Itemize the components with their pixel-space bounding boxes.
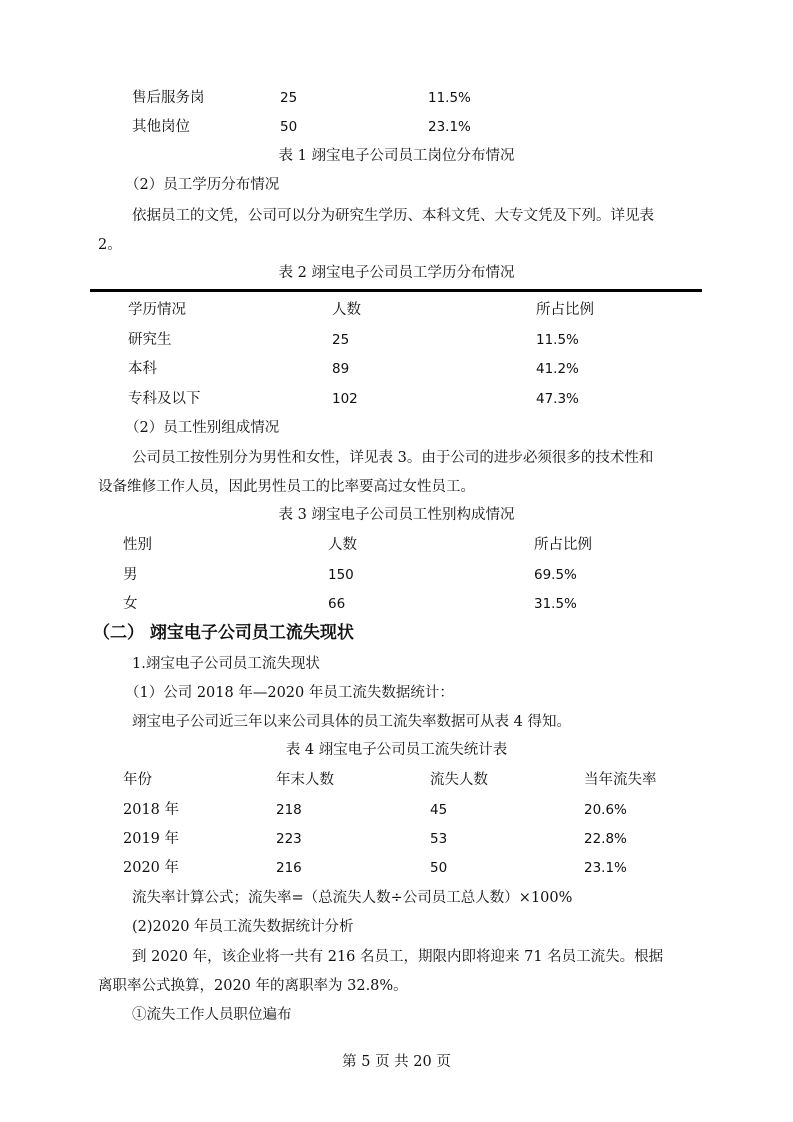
- table3-cell: 66: [328, 596, 346, 612]
- turnover-sub4: ①流失工作人员职位遍布: [132, 1007, 292, 1023]
- table3-header-cell: 性别: [123, 537, 152, 553]
- table1-cell-count: 50: [280, 119, 298, 135]
- turnover-formula: 流失率计算公式；流失率=（总流失人数÷公司员工总人数）×100%: [132, 890, 573, 906]
- section-title: （二） 翊宝电子公司员工流失现状: [93, 623, 354, 643]
- table3-cell: 31.5%: [534, 596, 577, 612]
- table4-cell: 218: [276, 802, 302, 818]
- table2-cell: 11.5%: [536, 332, 579, 348]
- table3-header-cell: 人数: [328, 537, 357, 553]
- table3-header-cell: 所占比例: [534, 537, 592, 553]
- table4-cell: 23.1%: [584, 860, 627, 876]
- table1-caption: 表 1 翊宝电子公司员工岗位分布情况: [278, 148, 515, 164]
- table4-cell: 2020 年: [123, 860, 180, 876]
- table4-cell: 45: [430, 802, 448, 818]
- edu-paragraph-line1: 依据员工的文凭，公司可以分为研究生学历、本科文凭、大专文凭及下列。详见表: [132, 208, 654, 224]
- table4-cell: 20.6%: [584, 802, 627, 818]
- table4-cell: 2018 年: [123, 802, 180, 818]
- turnover-sub1: 1.翊宝电子公司员工流失现状: [132, 656, 320, 672]
- turnover-sub2: （1）公司 2018 年—2020 年员工流失数据统计：: [125, 685, 454, 701]
- gender-paragraph-line1: 公司员工按性别分为男性和女性，详见表 3。由于公司的进步必须很多的技术性和: [132, 450, 654, 466]
- table2-cell: 47.3%: [536, 391, 579, 407]
- table4-cell: 2019 年: [123, 831, 180, 847]
- table2-cell: 25: [332, 332, 350, 348]
- table1-cell-ratio: 23.1%: [428, 119, 471, 135]
- table4-cell: 53: [430, 831, 448, 847]
- table3-cell: 男: [123, 567, 138, 583]
- table2-cell: 41.2%: [536, 361, 579, 377]
- table2-header-cell: 所占比例: [536, 302, 594, 318]
- table2-cell: 专科及以下: [128, 391, 201, 407]
- edu-heading: （2）员工学历分布情况: [125, 177, 280, 193]
- table3-caption: 表 3 翊宝电子公司员工性别构成情况: [278, 507, 515, 523]
- table2-cell: 研究生: [128, 332, 172, 348]
- table2-header-cell: 学历情况: [128, 302, 186, 318]
- table4-caption: 表 4 翊宝电子公司员工流失统计表: [285, 742, 508, 758]
- table3-cell: 女: [123, 596, 138, 612]
- table3-cell: 150: [328, 567, 354, 583]
- table2-header-cell: 人数: [332, 302, 361, 318]
- table4-cell: 223: [276, 831, 302, 847]
- table2-cell: 本科: [128, 361, 157, 377]
- table4-header-cell: 年份: [123, 772, 152, 788]
- table2-top-rule: [90, 289, 702, 292]
- edu-paragraph-line2: 2。: [98, 237, 122, 253]
- table4-cell: 216: [276, 860, 302, 876]
- table3-cell: 69.5%: [534, 567, 577, 583]
- table1-cell-position: 售后服务岗: [132, 90, 205, 106]
- gender-paragraph-line2: 设备维修工作人员，因此男性员工的比率要高过女性员工。: [98, 479, 475, 495]
- table1-cell-ratio: 11.5%: [428, 90, 471, 106]
- table1-cell-position: 其他岗位: [132, 119, 190, 135]
- gender-heading: （2）员工性别组成情况: [125, 420, 280, 436]
- table2-caption: 表 2 翊宝电子公司员工学历分布情况: [278, 265, 515, 281]
- table2-cell: 89: [332, 361, 350, 377]
- table4-header-cell: 年末人数: [276, 772, 334, 788]
- table4-cell: 50: [430, 860, 448, 876]
- turnover-paragraph2-line1: 到 2020 年，该企业将一共有 216 名员工，期限内即将迎来 71 名员工流失。根据: [132, 949, 664, 965]
- turnover-paragraph2-line2: 离职率公式换算，2020 年的离职率为 32.8%。: [98, 978, 408, 994]
- turnover-paragraph: 翊宝电子公司近三年以来公司具体的员工流失率数据可从表 4 得知。: [132, 714, 571, 730]
- table4-header-cell: 当年流失率: [584, 772, 657, 788]
- turnover-sub3: (2)2020 年员工流失数据统计分析: [132, 919, 354, 935]
- table4-header-cell: 流失人数: [430, 772, 488, 788]
- table4-cell: 22.8%: [584, 831, 627, 847]
- table1-cell-count: 25: [280, 90, 298, 106]
- table2-cell: 102: [332, 391, 358, 407]
- page-footer: 第 5 页 共 20 页: [342, 1054, 451, 1070]
